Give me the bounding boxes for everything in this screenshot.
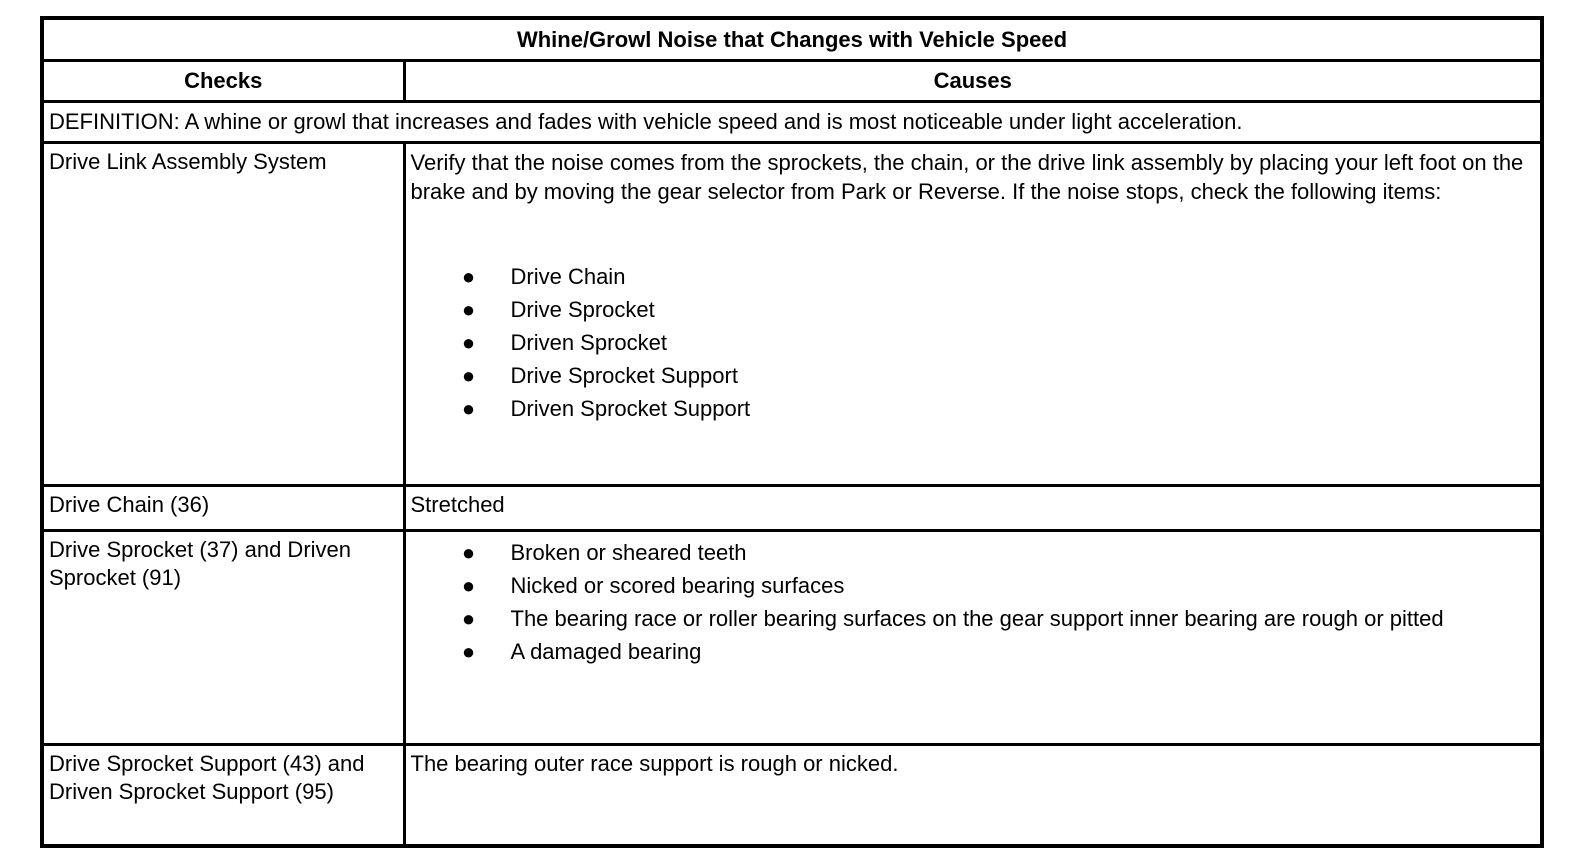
- list-item-text: Drive Sprocket: [510, 297, 655, 322]
- bullet-icon: ●: [461, 540, 476, 565]
- check-drive-link-assembly: Drive Link Assembly System: [42, 143, 404, 486]
- cause-bullet-list: [411, 262, 1531, 423]
- bullet-icon: ●: [461, 606, 476, 631]
- cause-sprockets: [404, 531, 1542, 745]
- cause-intro-text: Verify that the noise comes from the sprockets, the chain, or the drive link assembly by placing your left foot on the brake and by moving the gear selector from Park or Reverse. If the noise stops, check the following items:: [410, 150, 1524, 204]
- list-item-text: Driven Sprocket: [510, 330, 668, 355]
- table-row: [42, 486, 1542, 531]
- list-item: [411, 394, 1531, 423]
- list-item: [411, 262, 1531, 291]
- cause-drive-chain: Stretched: [404, 486, 1542, 531]
- table-title: Whine/Growl Noise that Changes with Vehicle Speed: [42, 18, 1542, 61]
- list-item: [411, 604, 1531, 633]
- list-item: [411, 571, 1531, 600]
- check-drive-chain: Drive Chain (36): [42, 486, 404, 531]
- cause-bullet-list: [411, 538, 1531, 666]
- bullet-icon: ●: [461, 264, 476, 289]
- bullet-icon: ●: [461, 573, 476, 598]
- list-item-text: A damaged bearing: [510, 639, 702, 664]
- cause-sprocket-supports: The bearing outer race support is rough or nicked.: [404, 745, 1542, 847]
- list-item-text: Nicked or scored bearing surfaces: [510, 573, 845, 598]
- list-item-text: Drive Sprocket Support: [510, 363, 738, 388]
- bullet-icon: ●: [461, 297, 476, 322]
- diagnostic-table: [40, 16, 1544, 848]
- list-item: [411, 328, 1531, 357]
- header-causes: Causes: [404, 61, 1542, 102]
- bullet-icon: ●: [461, 639, 476, 664]
- bullet-icon: ●: [461, 396, 476, 421]
- check-sprocket-supports: Drive Sprocket Support (43) and Driven Sprocket Support (95): [42, 745, 404, 847]
- list-item: [411, 538, 1531, 567]
- list-item-text: The bearing race or roller bearing surfaces on the gear support inner bearing are rough or pitted: [510, 606, 1444, 631]
- list-item-text: Driven Sprocket Support: [510, 396, 751, 421]
- list-item: [411, 637, 1531, 666]
- table-row: [42, 143, 1542, 486]
- table-row: [42, 531, 1542, 745]
- list-item-text: Drive Chain: [510, 264, 626, 289]
- cause-drive-link-assembly: [404, 143, 1542, 486]
- definition-text: DEFINITION: A whine or growl that increases and fades with vehicle speed and is most noticeable under light acceleration.: [42, 102, 1542, 143]
- list-item: [411, 361, 1531, 390]
- table-row: [42, 745, 1542, 847]
- bullet-icon: ●: [461, 363, 476, 388]
- check-sprockets: Drive Sprocket (37) and Driven Sprocket (91): [42, 531, 404, 745]
- list-item-text: Broken or sheared teeth: [510, 540, 747, 565]
- header-checks: Checks: [42, 61, 404, 102]
- bullet-icon: ●: [461, 330, 476, 355]
- list-item: [411, 295, 1531, 324]
